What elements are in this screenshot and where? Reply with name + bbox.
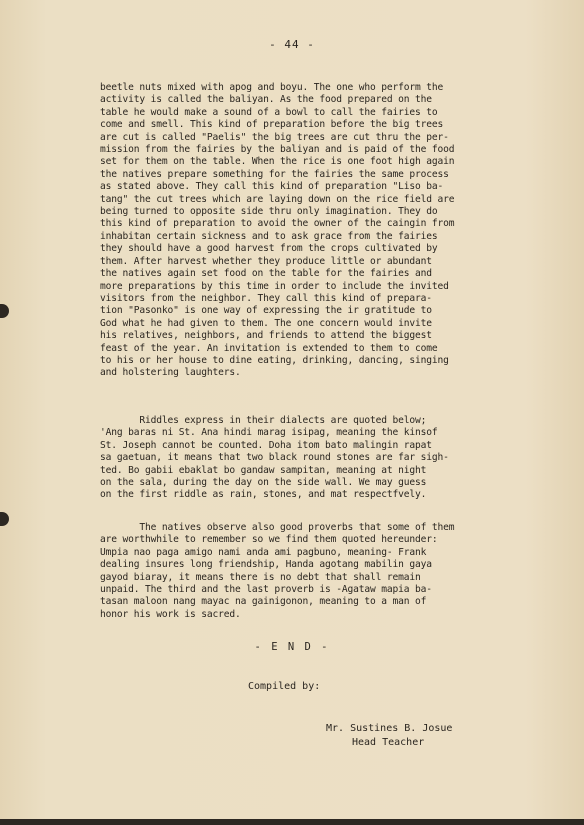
text-line: St. Joseph cannot be counted. Doha itom bato malingin rapat: [100, 439, 432, 451]
text-line: this kind of preparation to avoid the owner of the caingin from: [100, 218, 455, 230]
compiled-by-label: Compiled by:: [248, 681, 321, 692]
author-name: Mr. Sustines B. Josue: [326, 723, 453, 734]
text-line: are worthwhile to remember so we find them quoted hereunder:: [100, 534, 438, 546]
text-line: the natives prepare something for the fairies the same process: [100, 168, 449, 180]
text-line: dealing insures long friendship, Handa agotang mabilin gaya: [100, 559, 432, 571]
text-line: Riddles express in their dialects are quoted below;: [100, 415, 427, 426]
scan-footer-strip: [0, 819, 584, 825]
text-line: table he would make a sound of a bowl to call the fairies to: [100, 106, 438, 118]
binder-hole: [0, 304, 9, 318]
text-line: inhabitan certain sickness and to ask grace from the fairies: [100, 230, 438, 242]
binder-hole: [0, 512, 9, 526]
text-line: are cut is called "Paelis" the big trees are cut thru the per-: [100, 131, 449, 143]
author-title: Head Teacher: [352, 737, 425, 748]
riddles-paragraph: [100, 415, 510, 502]
text-line: as stated above. They call this kind of preparation "Liso ba-: [100, 181, 444, 193]
text-line: and holstering laughters.: [100, 367, 241, 379]
body-paragraph: [100, 82, 510, 380]
text-line: the natives again set food on the table for the fairies and: [100, 268, 432, 280]
page-number: - 44 -: [269, 38, 315, 51]
text-line: them. After harvest whether they produce little or abundant: [100, 255, 432, 267]
text-line: ted. Bo gabii ebaklat bo gandaw sampitan, meaning at night: [100, 464, 427, 476]
text-line: tion "Pasonko" is one way of expressing the ir gratitude to: [100, 305, 432, 317]
text-line: honor his work is sacred.: [100, 608, 241, 620]
text-line: on the sala, during the day on the side wall. We may guess: [100, 477, 427, 489]
text-line: set for them on the table. When the rice is one foot high again: [100, 156, 455, 168]
text-line: more preparations by this time in order to include the invited: [100, 280, 449, 292]
proverbs-paragraph: [100, 522, 510, 621]
text-line: come and smell. This kind of preparation before the big trees: [100, 119, 444, 131]
text-line: unpaid. The third and the last proverb is -Agataw mapia ba-: [100, 584, 432, 596]
end-marker: - E N D -: [254, 641, 330, 653]
text-line: Umpia nao paga amigo nami anda ami pagbuno, meaning- Frank: [100, 546, 427, 558]
text-line: The natives observe also good proverbs that some of them: [100, 522, 455, 533]
text-line: his relatives, neighbors, and friends to attend the biggest: [100, 330, 432, 342]
text-line: activity is called the baliyan. As the food prepared on the: [100, 94, 432, 106]
text-line: to his or her house to dine eating, drinking, dancing, singing: [100, 354, 449, 366]
text-line: God what he had given to them. The one concern would invite: [100, 317, 432, 329]
text-line: beetle nuts mixed with apog and boyu. The one who perform the: [100, 82, 444, 93]
text-line: 'Ang baras ni St. Ana hindi marag isipag, meaning the kinsof: [100, 427, 438, 439]
text-line: feast of the year. An invitation is extended to them to come: [100, 342, 438, 354]
text-line: sa gaetuan, it means that two black round stones are far sigh-: [100, 452, 449, 464]
text-line: visitors from the neighbor. They call this kind of prepara-: [100, 292, 432, 304]
text-line: being turned to opposite side thru only imagination. They do: [100, 206, 438, 218]
text-line: on the first riddle as rain, stones, and mat respectfvely.: [100, 489, 427, 501]
text-line: mission from the fairies by the baliyan and is paid of the food: [100, 144, 455, 156]
text-line: tang" the cut trees which are laying down on the rice field are: [100, 193, 455, 205]
text-line: gayod biaray, it means there is no debt that shall remain: [100, 571, 421, 583]
text-line: tasan maloon nang mayac na gainigonon, meaning to a man of: [100, 596, 427, 608]
text-line: they should have a good harvest from the crops cultivated by: [100, 243, 438, 255]
